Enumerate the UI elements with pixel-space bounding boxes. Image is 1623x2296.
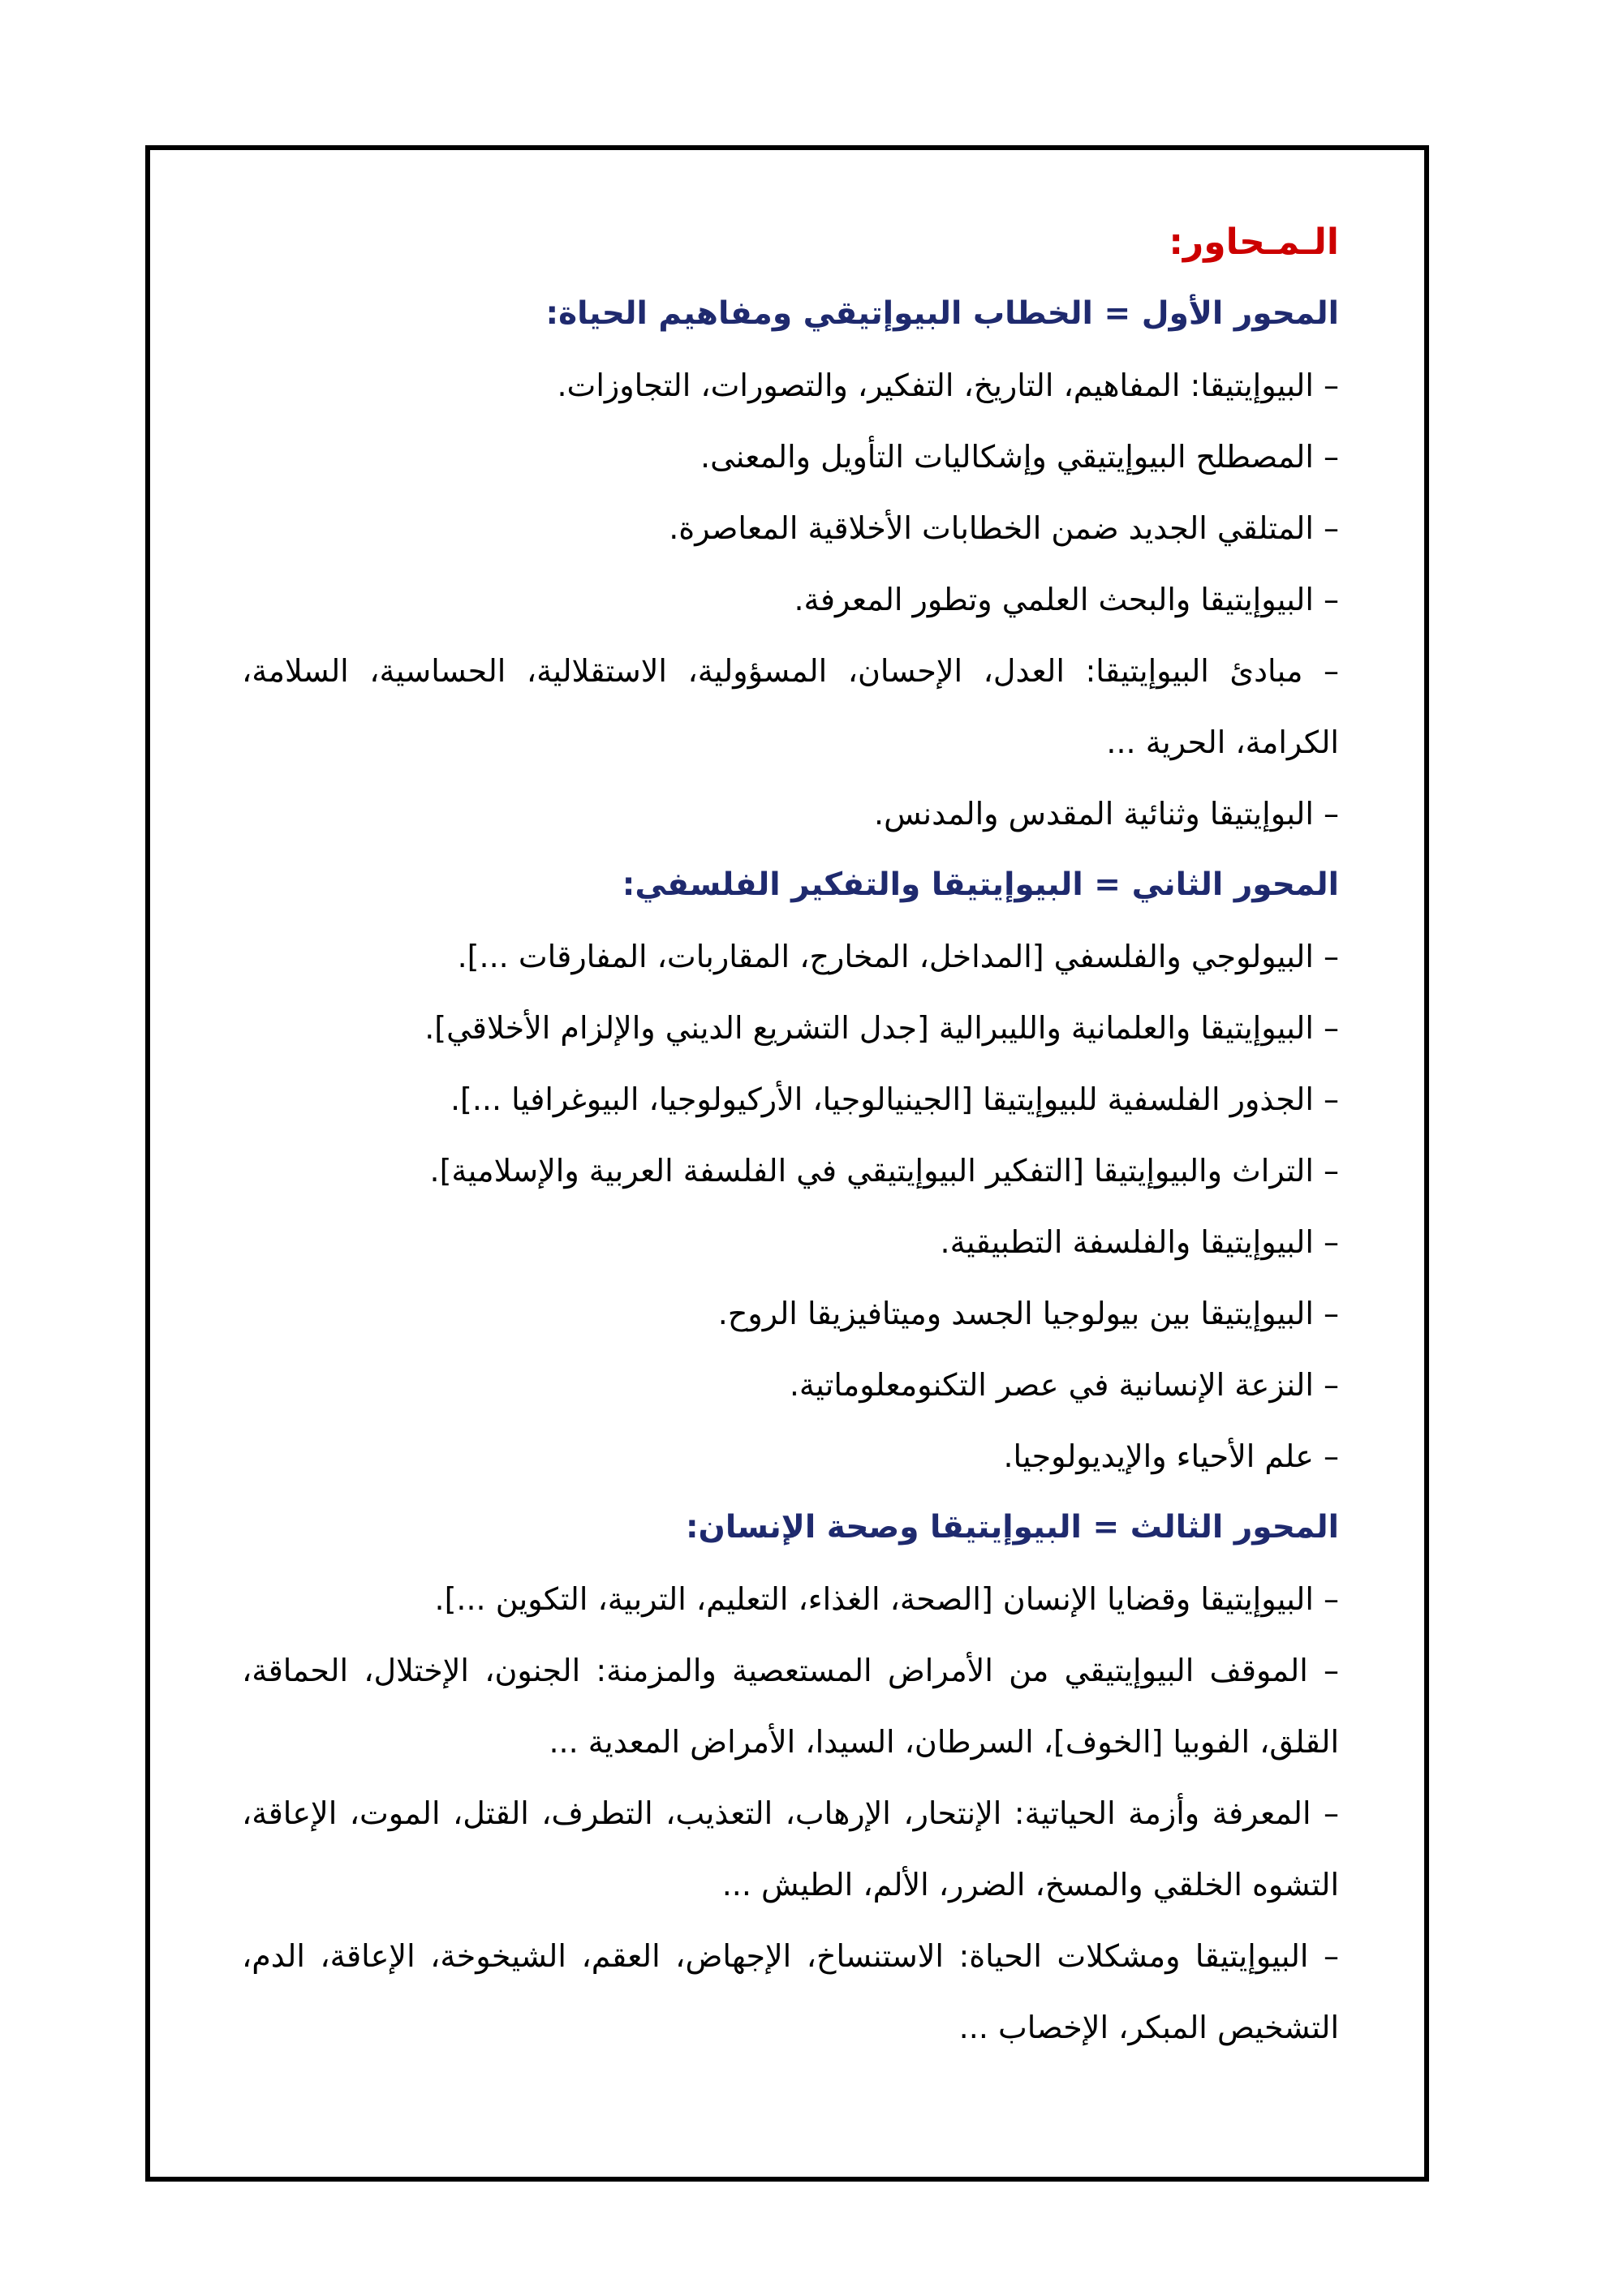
axis-3-item-1: – البيوإيتيقا وقضايا الإنسان [الصحة، الغذاء، التعليم، التربية، التكوين ...]. bbox=[434, 1581, 1339, 1617]
axis-2-title: المحور الثاني = البيوإيتيقا والتفكير الفلسفي: bbox=[622, 866, 1339, 903]
axis-3-title: المحور الثالث = البيوإيتيقا وصحة الإنسان: bbox=[685, 1509, 1339, 1546]
document-content bbox=[242, 207, 1339, 2063]
axis-2-item-3: – الجذور الفلسفية للبيوإيتيقا [الجينيالوجيا، الأركيولوجيا، البيوغرافيا ...]. bbox=[450, 1081, 1339, 1117]
axis-3 bbox=[242, 1492, 1339, 2063]
axis-1-item-5: – مبادئ البيوإيتيقا: العدل، الإحسان، المسؤولية، الاستقلالية، الحساسية، السلامة، الكرامة، الحرية ... bbox=[242, 653, 1339, 760]
axis-2-item-5: – البيوإيتيقا والفلسفة التطبيقية. bbox=[940, 1224, 1339, 1260]
axis-1 bbox=[242, 278, 1339, 849]
axis-1-item-3: – المتلقي الجديد ضمن الخطابات الأخلاقية المعاصرة. bbox=[669, 510, 1339, 546]
axis-2-item-6: – البيوإيتيقا بين بيولوجيا الجسد وميتافيزيقا الروح. bbox=[717, 1296, 1339, 1331]
axis-2 bbox=[242, 849, 1339, 1492]
axis-3-item-2: – الموقف البيوإيتيقي من الأمراض المستعصية والمزمنة: الجنون، الإختلال، الحماقة، القلق، الفوبيا [الخوف]، السرطان، السيدا، الأمراض المعدية ... bbox=[242, 1653, 1339, 1760]
axis-1-item-1: – البيوإيتيقا: المفاهيم، التاريخ، التفكير، والتصورات، التجاوزات. bbox=[557, 368, 1339, 403]
axis-3-item-4: – البيوإيتيقا ومشكلات الحياة: الاستنساخ، الإجهاض، العقم، الشيخوخة، الإعاقة، الدم، التشخيص المبكر، الإخصاب ... bbox=[242, 1938, 1339, 2045]
axis-1-title: المحور الأول = الخطاب البيوإتيقي ومفاهيم الحياة: bbox=[545, 295, 1339, 332]
axis-2-item-1: – البيولوجي والفلسفي [المداخل، المخارج، المقاربات، المفارقات ...]. bbox=[457, 939, 1339, 974]
axis-2-item-7: – النزعة الإنسانية في عصر التكنومعلوماتية. bbox=[789, 1367, 1339, 1403]
axis-3-item-3: – المعرفة وأزمة الحياتية: الإنتحار، الإرهاب، التعذيب، التطرف، القتل، الموت، الإعاقة، التشوه الخلقي والمسخ، الضرر، الألم، الطيش ... bbox=[242, 1795, 1339, 1903]
axis-1-item-2: – المصطلح البيوإيتيقي وإشكاليات التأويل والمعنى. bbox=[700, 439, 1339, 475]
axis-2-item-4: – التراث والبيوإيتيقا [التفكير البيوإيتيقي في الفلسفة العربية والإسلامية]. bbox=[429, 1153, 1339, 1189]
axis-1-item-4: – البيوإيتيقا والبحث العلمي وتطور المعرفة. bbox=[794, 582, 1339, 617]
axis-2-item-2: – البيوإيتيقا والعلمانية والليبرالية [جدل التشريع الديني والإلزام الأخلاقي]. bbox=[424, 1010, 1339, 1046]
axis-1-item-6: – البوإيتيقا وثنائية المقدس والمدنس. bbox=[874, 796, 1339, 832]
heading: الـمـحاور: bbox=[1169, 221, 1339, 263]
axis-2-item-8: – علم الأحياء والإيديولوجيا. bbox=[1003, 1438, 1339, 1474]
